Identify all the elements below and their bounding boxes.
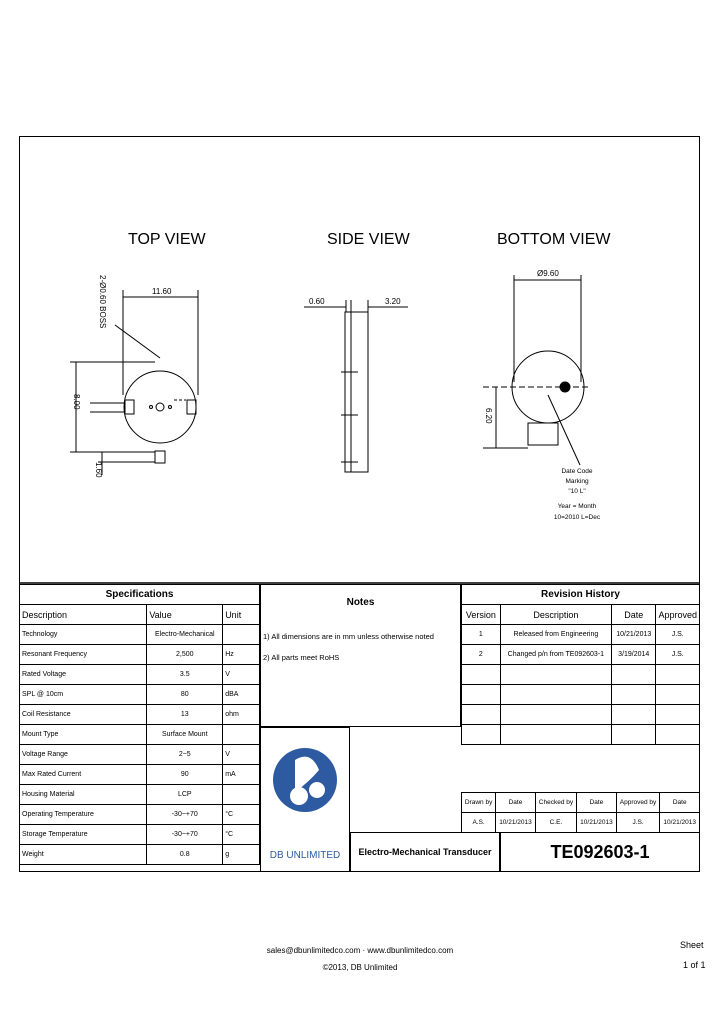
- spec-value: 3.5: [147, 665, 223, 685]
- revision-cell: 3/19/2014: [612, 645, 656, 665]
- signoff-value: J.S.: [616, 813, 660, 833]
- signoff-value: 10/21/2013: [660, 813, 700, 833]
- revision-cell: 1: [462, 625, 501, 645]
- revision-cell: Changed p/n from TE092603-1: [500, 645, 611, 665]
- revision-header: Approved: [656, 605, 700, 625]
- side-right-dim: 3.20: [385, 297, 401, 306]
- spec-header: Unit: [223, 605, 260, 625]
- revision-header: Description: [500, 605, 611, 625]
- revision-cell: 10/21/2013: [612, 625, 656, 645]
- top-view-body: [124, 371, 196, 443]
- top-height-dim: 8.00: [72, 394, 81, 410]
- notes-box: [260, 584, 461, 727]
- spec-unit: °C: [223, 805, 260, 825]
- spec-value: 90: [147, 765, 223, 785]
- bottom-dia-dim: Ø9.60: [537, 269, 559, 278]
- top-view-pad-right: [187, 400, 196, 414]
- footer-contact: sales@dbunlimitedco.com · www.dbunlimitedco.com: [266, 946, 454, 955]
- spec-desc: Rated Voltage: [20, 665, 147, 685]
- spec-unit: °C: [223, 825, 260, 845]
- footer-copyright: ©2013, DB Unlimited: [322, 963, 398, 972]
- spec-desc: Resonant Frequency: [20, 645, 147, 665]
- bottom-height-dim: 6.20: [484, 408, 493, 424]
- signoff-value: A.S.: [462, 813, 496, 833]
- spec-value: Surface Mount: [147, 725, 223, 745]
- spec-unit: Hz: [223, 645, 260, 665]
- spec-desc: Mount Type: [20, 725, 147, 745]
- spec-header: Description: [20, 605, 147, 625]
- top-view-title: TOP VIEW: [128, 231, 206, 248]
- revision-cell: 2: [462, 645, 501, 665]
- notes-title: Notes: [346, 597, 375, 608]
- spec-value: -30~+70: [147, 805, 223, 825]
- signoff-value: 10/21/2013: [577, 813, 617, 833]
- top-view-pad-left: [125, 400, 134, 414]
- side-left-dim: 0.60: [309, 297, 325, 306]
- spec-value: 2~5: [147, 745, 223, 765]
- db-logo-icon: [261, 730, 349, 840]
- signoff-header: Date: [660, 793, 700, 813]
- spec-unit: ohm: [223, 705, 260, 725]
- sheet-label: Sheet: [680, 940, 704, 950]
- spec-unit: mA: [223, 765, 260, 785]
- top-width-dim: 11.60: [152, 287, 172, 296]
- part-name: Electro-Mechanical Transducer: [350, 832, 500, 872]
- logo-text: DB UNLIMITED: [269, 850, 341, 861]
- sheet-value: 1 of 1: [683, 960, 706, 970]
- spec-unit: [223, 785, 260, 805]
- spec-desc: Max Rated Current: [20, 765, 147, 785]
- date-code-line: "10 L": [568, 488, 586, 495]
- spec-value: 80: [147, 685, 223, 705]
- spec-unit: V: [223, 745, 260, 765]
- spec-unit: dBA: [223, 685, 260, 705]
- signoff-header: Date: [577, 793, 617, 813]
- note-item: 1) All dimensions are in mm unless otherwise noted: [263, 632, 434, 641]
- revision-header: Date: [612, 605, 656, 625]
- date-code-line: Date Code: [561, 468, 593, 475]
- specifications-table: [19, 584, 260, 865]
- revision-cell: J.S.: [656, 625, 700, 645]
- top-view-pad-bottom: [155, 451, 165, 463]
- date-code-line: Year = Month: [557, 503, 597, 510]
- spec-value: 2,500: [147, 645, 223, 665]
- spec-desc: Storage Temperature: [20, 825, 147, 845]
- revision-cell: J.S.: [656, 645, 700, 665]
- date-code-line: Marking: [565, 478, 589, 485]
- signoff-header: Drawn by: [462, 793, 496, 813]
- side-view-title: SIDE VIEW: [327, 231, 410, 248]
- side-view-thin-layer: [345, 312, 351, 472]
- bottom-view-title: BOTTOM VIEW: [497, 231, 611, 248]
- signoff-header: Date: [496, 793, 536, 813]
- spec-value: 0.8: [147, 845, 223, 865]
- spec-value: -30~+70: [147, 825, 223, 845]
- top-offset-dim: 1.60: [94, 462, 103, 478]
- spec-desc: Housing Material: [20, 785, 147, 805]
- spec-desc: Coil Resistance: [20, 705, 147, 725]
- bottom-view-tab: [528, 423, 558, 445]
- spec-unit: [223, 725, 260, 745]
- spec-unit: [223, 625, 260, 645]
- revision-title: Revision History: [462, 585, 700, 605]
- signoff-header: Checked by: [535, 793, 576, 813]
- boss-dim: 2-Ø0.60 BOSS: [98, 275, 107, 329]
- spec-unit: V: [223, 665, 260, 685]
- revision-header: Version: [462, 605, 501, 625]
- revision-cell: Released from Engineering: [500, 625, 611, 645]
- note-item: 2) All parts meet RoHS: [263, 653, 340, 662]
- date-code-line: 10=2010 L=Dec: [553, 514, 601, 521]
- signoff-value: C.E.: [535, 813, 576, 833]
- spec-unit: g: [223, 845, 260, 865]
- logo-box: [260, 727, 350, 872]
- side-view-body: [351, 312, 368, 472]
- spec-desc: SPL @ 10cm: [20, 685, 147, 705]
- spec-value: Electro-Mechanical: [147, 625, 223, 645]
- spec-value: LCP: [147, 785, 223, 805]
- spec-desc: Operating Temperature: [20, 805, 147, 825]
- revision-table: [461, 584, 700, 745]
- signoff-value: 10/21/2013: [496, 813, 536, 833]
- signoff-table: [461, 792, 700, 833]
- part-number: TE092603-1: [500, 832, 700, 872]
- signoff-header: Approved by: [616, 793, 660, 813]
- spec-desc: Voltage Range: [20, 745, 147, 765]
- spec-header: Value: [147, 605, 223, 625]
- specifications-title: Specifications: [20, 585, 260, 605]
- spec-value: 13: [147, 705, 223, 725]
- spec-desc: Weight: [20, 845, 147, 865]
- spec-desc: Technology: [20, 625, 147, 645]
